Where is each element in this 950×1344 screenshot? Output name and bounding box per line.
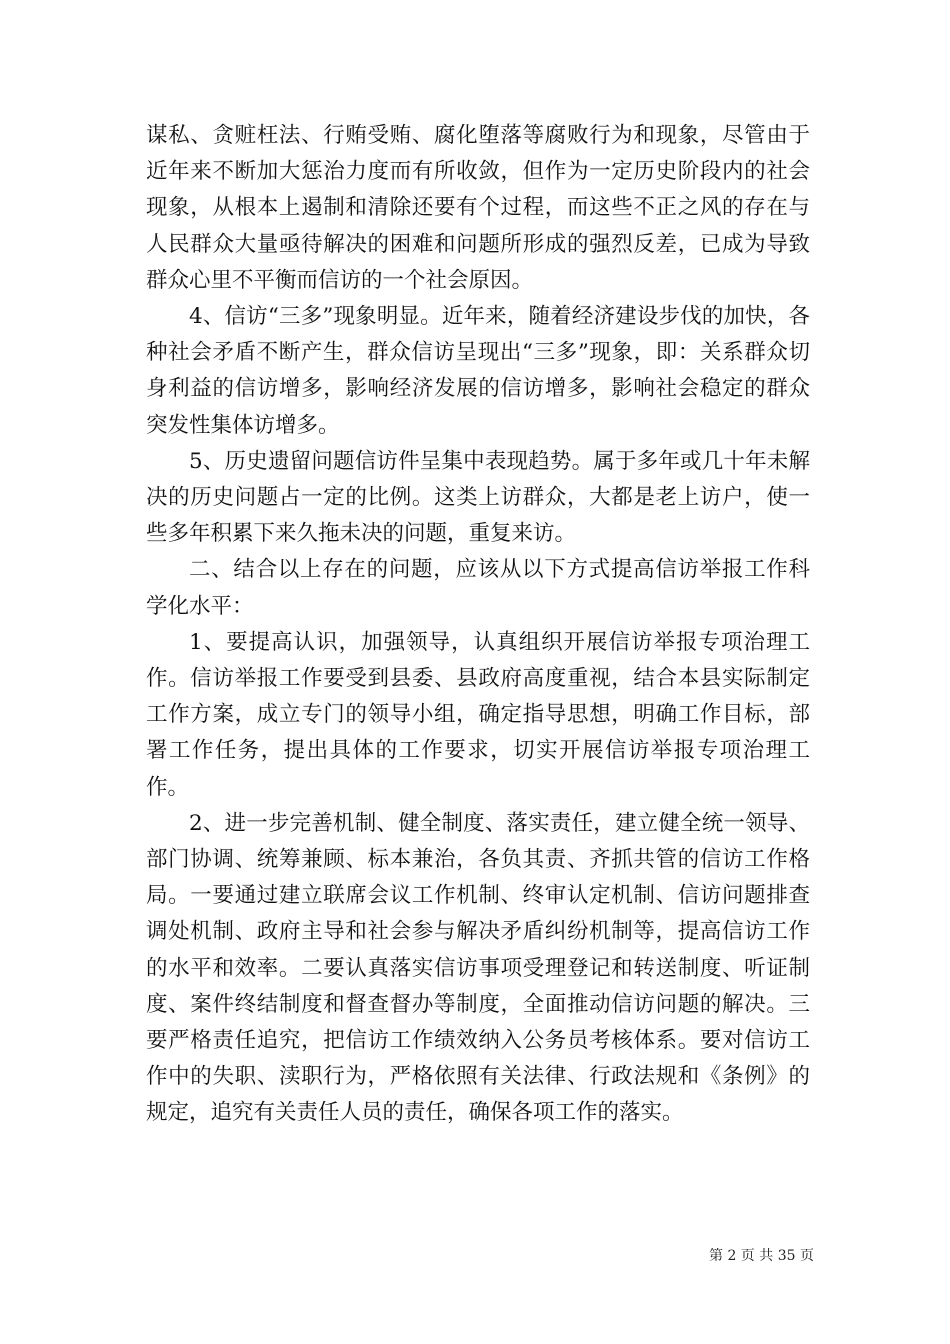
paragraph-section-two: 二、结合以上存在的问题，应该从以下方式提高信访举报工作科学化水平： [146, 557, 810, 619]
paragraph-mechanism: 2、进一步完善机制、健全制度、落实责任，建立健全统一领导、部门协调、统筹兼顾、标本兼治，各负其责、齐抓共管的信访工作格局。一要通过建立联席会议工作机制、终审认定机制、信访问题排查调处机制、政府主导和社会参与解决矛盾纠纷机制等，提高信访工作的水平和效率。二要认真落实信访事项受理登记和转送制度、听证制度、案件终结制度和督查督办等制度，全面推动信访问题的解决。三要严格责任追究，把信访工作绩效纳入公务员考核体系。要对信访工作中的失职、渎职行为，严格依照有关法律、行政法规和《条例》的规定，追究有关责任人员的责任，确保各项工作的落实。 [146, 810, 810, 1126]
page-number: 第 2 页 共 35 页 [709, 1248, 814, 1264]
paragraph-historical: 5、历史遗留问题信访件呈集中表现趋势。属于多年或几十年未解决的历史问题占一定的比例。这类上访群众，大都是老上访户，使一些多年积累下来久拖未决的问题，重复来访。 [146, 448, 810, 547]
paragraph-leadership: 1、要提高认识，加强领导，认真组织开展信访举报专项治理工作。信访举报工作要受到县委、县政府高度重视，结合本县实际制定工作方案，成立专门的领导小组，确定指导思想，明确工作目标，部署工作任务，提出具体的工作要求，切实开展信访举报专项治理工作。 [146, 629, 810, 800]
paragraph-corruption-cause: 谋私、贪赃枉法、行贿受贿、腐化堕落等腐败行为和现象，尽管由于近年来不断加大惩治力度而有所收敛，但作为一定历史阶段内的社会现象，从根本上遏制和清除还要有个过程，而这些不正之风的存在与人民群众大量亟待解决的困难和问题所形成的强烈反差，已成为导致群众心里不平衡而信访的一个社会原因。 [146, 123, 810, 293]
paragraph-three-more: 4、信访“三多”现象明显。近年来，随着经济建设步伐的加快，各种社会矛盾不断产生，群众信访呈现出“三多”现象，即：关系群众切身利益的信访增多，影响经济发展的信访增多，影响社会稳定的群众突发性集体访增多。 [146, 304, 810, 438]
document-content [146, 118, 810, 1132]
